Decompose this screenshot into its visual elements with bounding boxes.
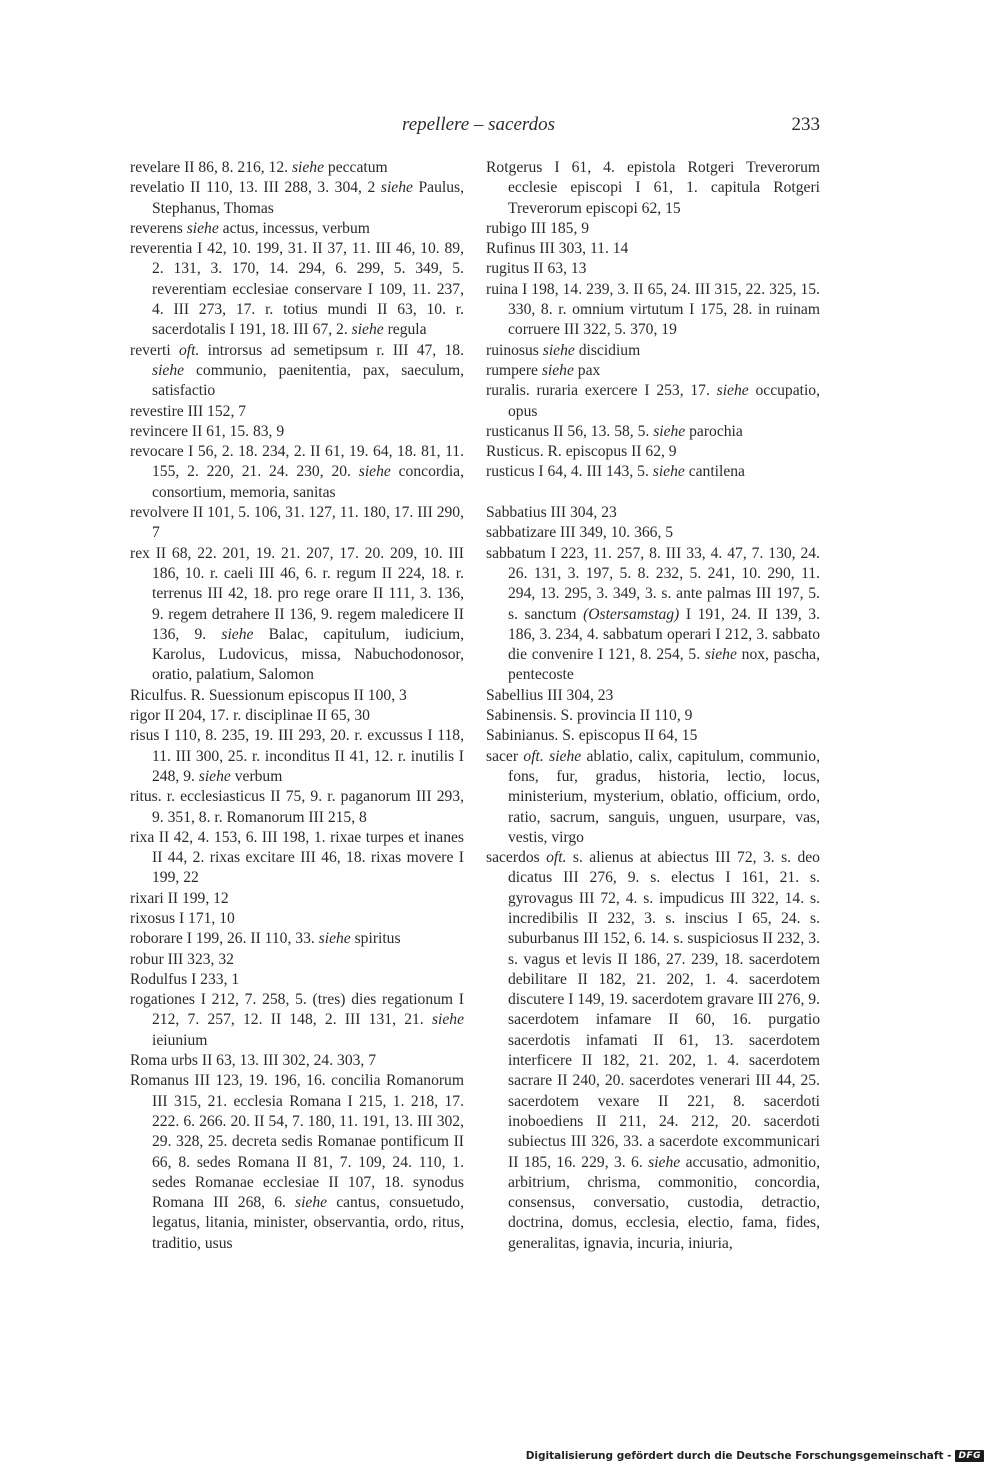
index-entry: revocare I 56, 2. 18. 234, 2. II 61, 19. 64, 18. 81, 11. 155, 2. 220, 21. 24. 230, 20. siehe concordia, consortium, memoria, sanitas — [130, 443, 465, 501]
index-entry: rugitus II 63, 13 — [486, 260, 587, 278]
footer-credit: Digitalisierung gefördert durch die Deutsche Forschungsgemeinschaft - — [525, 1450, 952, 1462]
index-entry: revolvere II 101, 5. 106, 31. 127, 11. 180, 17. III 290, 7 — [130, 504, 464, 542]
index-entry: Rotgerus I 61, 4. epistola Rotgeri Treverorum ecclesie episcopi I 61, 1. capitula Rotgeri Treverorum episcopi 62, 15 — [486, 159, 820, 217]
index-entry: robur III 323, 32 — [130, 950, 234, 968]
index-entry: rogationes I 212, 7. 258, 5. (tres) dies regationum I 212, 7. 257, 12. II 148, 2. III 131, 21. siehe ieiunium — [130, 991, 464, 1049]
index-entry: Sabinensis. S. provincia II 110, 9 — [486, 707, 693, 725]
index-entry: sacer oft. siehe ablatio, calix, capitulum, communio, fons, fur, gradus, historia, lectio, locus, ministerium, mysterium, oblatio, officium, ordo, ratio, sacrum, sanguis, unguen, usurpare, vas, vestis, virgo — [486, 747, 820, 846]
index-entry: rigor II 204, 17. r. disciplinae II 65, 30 — [130, 707, 370, 725]
index-entry: rixosus I 171, 10 — [130, 909, 235, 927]
index-entry: rixari II 199, 12 — [130, 889, 229, 907]
index-entry: ritus. r. ecclesiasticus II 75, 9. r. paganorum III 293, 9. 351, 8. r. Romanorum III 215, 8 — [130, 788, 464, 826]
index-entry: sacerdos oft. s. alienus at abiectus III 72, 3. s. deo dicatus III 276, 9. s. electus I 161, 21. s. gyrovagus III 72, 4. s. impudicus III 322, 14. s. incredibilis II 232, 3. s. inscius I 65, 24. s. suburbanus III 152, 6. 14. s. suspiciosus II 232, 3. s. vagus et levis II 186, 27. 239, 18. sacerdotem debilitare II 182, 21. 202, 1. 4. sacerdotem discutere I 149, 19. sacerdotem gravare III 276, 9. sacerdotem infamare II 60, 16. purgatio sacerdotis infamati II 61, 13. sacerdotem interficere II 182, 21. 202, 1. 4. sacerdotem sacrare II 240, 20. sacerdotes venerari III 44, 25. sacerdotem vexare II 221, 8. sacerdoti inoboediens II 211, 24. 212, 20. sacerdoti subiectus III 326, 33. a sacerdote excommunicari II 185, 16. 229, 3. 6. siehe accusatio, admonitio, arbitrium, chrisma, commonitio, concordia, consensus, conversatio, custodia, detractio, doctrina, domus, ecclesia, electio, fama, fides, generalitas, ignavia, incuria, iniuria, — [486, 849, 820, 1252]
index-entry: rex II 68, 22. 201, 19. 21. 207, 17. 20. 209, 10. III 186, 10. r. caeli III 46, 6. r. regum II 224, 18. r. terrenus III 42, 18. pro rege orare II 111, 3. 136, 9. regem detrahere II 136, 9. regem maledicere II 136, 9. siehe Balac, capitulum, iudicium, Karolus, Ludovicus, missa, Nabuchodonosor, oratio, palatium, Salomon — [130, 544, 464, 684]
index-entry: rubigo III 185, 9 — [486, 219, 590, 237]
index-entry: Rusticus. R. episcopus II 62, 9 — [486, 443, 677, 461]
index-entry: reverti oft. introrsus ad semetipsum r. III 47, 18. siehe communio, paenitentia, pax, saeculum, satisfactio — [130, 341, 464, 400]
index-entry: Riculfus. R. Suessionum episcopus II 100, 3 — [130, 686, 407, 704]
index-entry: revelatio II 110, 13. III 288, 3. 304, 2 siehe Paulus, Stephanus, Thomas — [130, 179, 464, 217]
index-entry: sabbatizare III 349, 10. 366, 5 — [486, 524, 674, 542]
index-entry: revelare II 86, 8. 216, 12. siehe peccatum — [130, 159, 388, 176]
index-entry: Roma urbs II 63, 13. III 302, 24. 303, 7 — [130, 1052, 377, 1070]
index-entry: ruina I 198, 14. 239, 3. II 65, 24. III 315, 22. 325, 15. 330, 8. r. omnium virtutum I 175, 28. in ruinam corruere III 322, 5. 370, 19 — [486, 280, 820, 339]
index-entry: Rufinus III 303, 11. 14 — [486, 240, 629, 258]
index-entry: rixa II 42, 4. 153, 6. III 198, 1. rixae turpes et inanes II 44, 2. rixas excitare III 46, 18. rixas movere I 199, 22 — [130, 828, 464, 887]
dfg-logo: DFG — [955, 1450, 984, 1462]
index-column-left — [130, 158, 464, 1254]
index-entry: ruralis. ruraria exercere I 253, 17. siehe occupatio, opus — [486, 382, 820, 420]
index-entry: Rodulfus I 233, 1 — [130, 970, 240, 988]
page-number: 233 — [791, 114, 820, 135]
index-entry: risus I 110, 8. 235, 19. III 293, 20. r. excussus I 118, 11. III 300, 25. r. inconditus II 41, 12. r. inutilis I 248, 9. siehe verbum — [130, 727, 464, 785]
digitization-footer — [526, 1448, 984, 1464]
index-entry: rusticanus II 56, 13. 58, 5. siehe parochia — [486, 422, 743, 440]
index-entry: rumpere siehe pax — [486, 361, 601, 379]
index-entry: roborare I 199, 26. II 110, 33. siehe spiritus — [130, 930, 401, 948]
index-column-right — [486, 158, 820, 1254]
section-gap — [486, 483, 820, 503]
index-entry: Romanus III 123, 19. 196, 16. concilia Romanorum III 315, 21. ecclesia Romana I 215, 1. 218, 17. 222. 6. 266. 20. II 54, 7. 180, 11. 191, 13. III 302, 29. 328, 25. decreta sedis Romanae pontificum II 66, 8. sedes Romana II 81, 7. 109, 24. 110, 1. sedes Romanae ecclesiae II 107, 18. synodus Romana III 268, 6. siehe cantus, consuetudo, legatus, litania, minister, observantia, ordo, ritus, traditio, usus — [130, 1072, 464, 1252]
index-entry: sabbatum I 223, 11. 257, 8. III 33, 4. 47, 7. 130, 24. 26. 131, 3. 197, 5. 8. 232, 5. 241, 10. 290, 11. 294, 13. 295, 3. 349, 3. s. ante palmas III 197, 5. s. sanctum (Ostersamstag) I 191, 24. II 139, 3. 186, 3. 234, 4. sabbatum operari I 212, 3. sabbato die convenire I 121, 8. 254, 5. siehe nox, pascha, pentecoste — [486, 544, 820, 684]
index-entry: Sabbatius III 304, 23 — [486, 504, 617, 522]
index-entry: ruinosus siehe discidium — [486, 341, 641, 359]
index-entry: revincere II 61, 15. 83, 9 — [130, 422, 285, 440]
running-title: repellere – sacerdos — [402, 114, 556, 135]
index-entry: revestire III 152, 7 — [130, 402, 247, 420]
index-entry: reverentia I 42, 10. 199, 31. II 37, 11. III 46, 10. 89, 2. 131, 3. 170, 14. 294, 6. 299, 5. 349, 5. reverentiam ecclesiae conservare I 109, 11. 237, 4. III 273, 17. r. totius mundi II 63, 10. r. sacerdotalis I 191, 18. III 67, 2. siehe regula — [130, 240, 464, 339]
index-entry: Sabinianus. S. episcopus II 64, 15 — [486, 727, 698, 745]
index-entry: reverens siehe actus, incessus, verbum — [130, 219, 370, 237]
index-entry: rusticus I 64, 4. III 143, 5. siehe cantilena — [486, 463, 745, 481]
index-entry: Sabellius III 304, 23 — [486, 686, 614, 704]
